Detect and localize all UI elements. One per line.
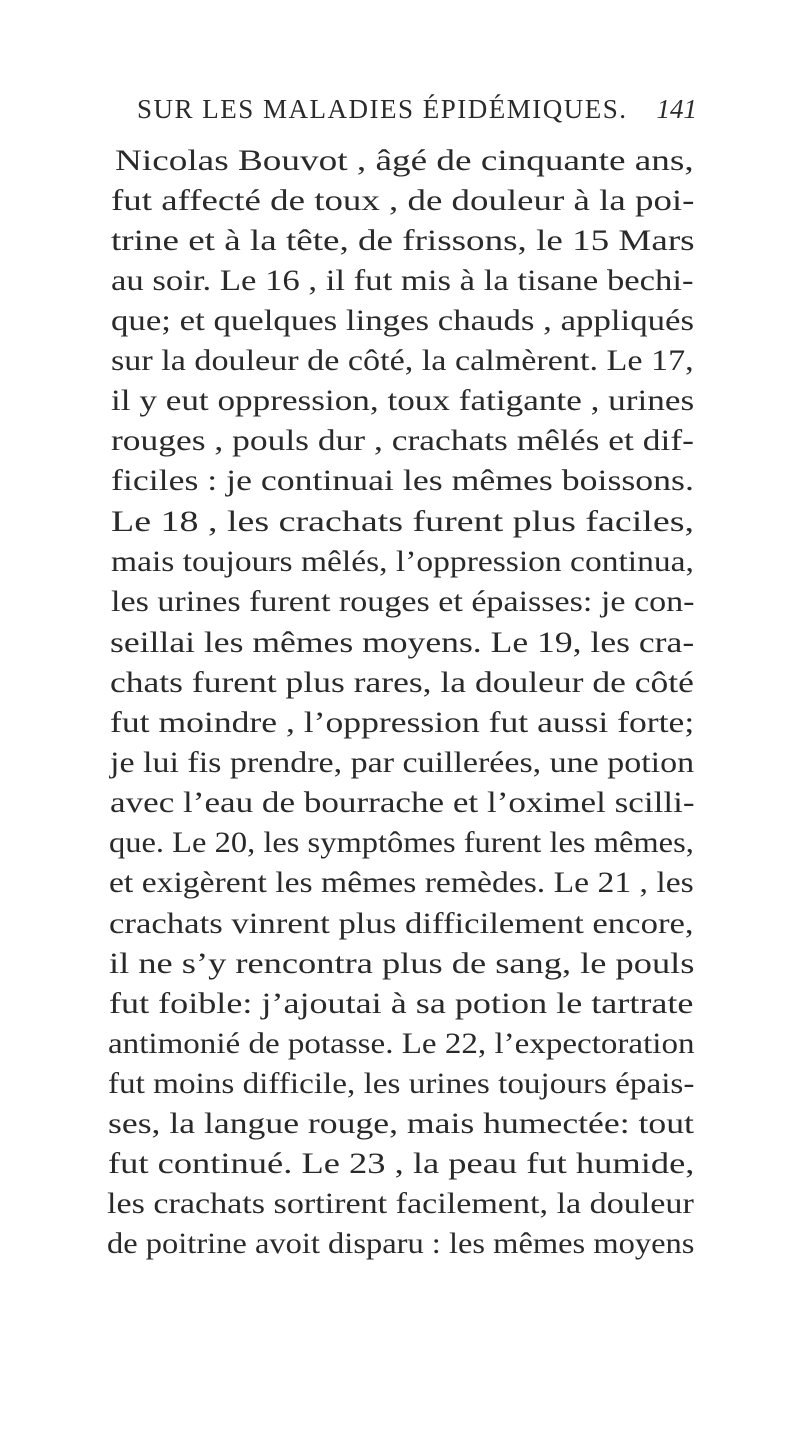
text-line: mais toujours mêlés, l’oppression continua, xyxy=(111,546,694,578)
text-line: Nicolas Bouvot , âgé de cinquante ans, xyxy=(115,145,694,177)
text-line: au soir. Le 16 , il fut mis à la tisane bechi- xyxy=(111,265,694,297)
text-line: fut moindre , l’oppression fut aussi forte; xyxy=(110,707,695,739)
text-line: avec l’eau de bourrache et l’oximel scilli- xyxy=(110,787,695,819)
text-line: trine et à la tête, de frissons, le 15 Mars xyxy=(111,225,695,257)
text-line: les urines furent rouges et épaisses: je con- xyxy=(111,586,695,618)
text-line: que; et quelques linges chauds , appliqués xyxy=(111,305,695,337)
text-line: je lui fis prendre, par cuillerées, une potion xyxy=(110,747,695,779)
text-line: fut affecté de toux , de douleur à la poi- xyxy=(111,185,695,217)
text-line: ses, la langue rouge, mais humectée: tout xyxy=(108,1108,694,1140)
text-line: fut foible: j’ajoutai à sa potion le tartrate xyxy=(109,988,694,1020)
text-line: ficiles : je continuai les mêmes boissons. xyxy=(111,465,694,497)
text-line: chats furent plus rares, la douleur de côté xyxy=(110,667,694,699)
page-number: 141 xyxy=(656,94,697,124)
text-line: crachats vinrent plus difficilement encore, xyxy=(109,908,694,940)
text-line: sur la douleur de côté, la calmèrent. Le 17, xyxy=(111,345,694,377)
text-line: et exigèrent les mêmes remèdes. Le 21 , les xyxy=(109,867,694,899)
text-line: antimonié de potasse. Le 22, l’expectoration xyxy=(108,1028,695,1060)
text-line: fut moins difficile, les urines toujours épais- xyxy=(108,1068,695,1100)
running-head xyxy=(137,94,697,134)
text-line: seillai les mêmes moyens. Le 19, les cra- xyxy=(110,627,695,659)
text-line: fut continué. Le 23 , la peau fut humide, xyxy=(108,1148,695,1180)
text-line: de poitrine avoit disparu : les mêmes moyens xyxy=(107,1228,695,1260)
text-line: il y eut oppression, toux fatigante , urines xyxy=(111,385,695,417)
text-line: Le 18 , les crachats furent plus faciles, xyxy=(111,506,694,538)
text-line: il ne s’y rencontra plus de sang, le pouls xyxy=(109,948,695,980)
text-line: rouges , pouls dur , crachats mêlés et dif- xyxy=(111,425,694,457)
text-line: les crachats sortirent facilement, la douleur xyxy=(107,1188,694,1220)
running-head-title: SUR LES MALADIES ÉPIDÉMIQUES. xyxy=(137,94,628,124)
text-line: que. Le 20, les symptômes furent les mêmes, xyxy=(109,827,694,859)
